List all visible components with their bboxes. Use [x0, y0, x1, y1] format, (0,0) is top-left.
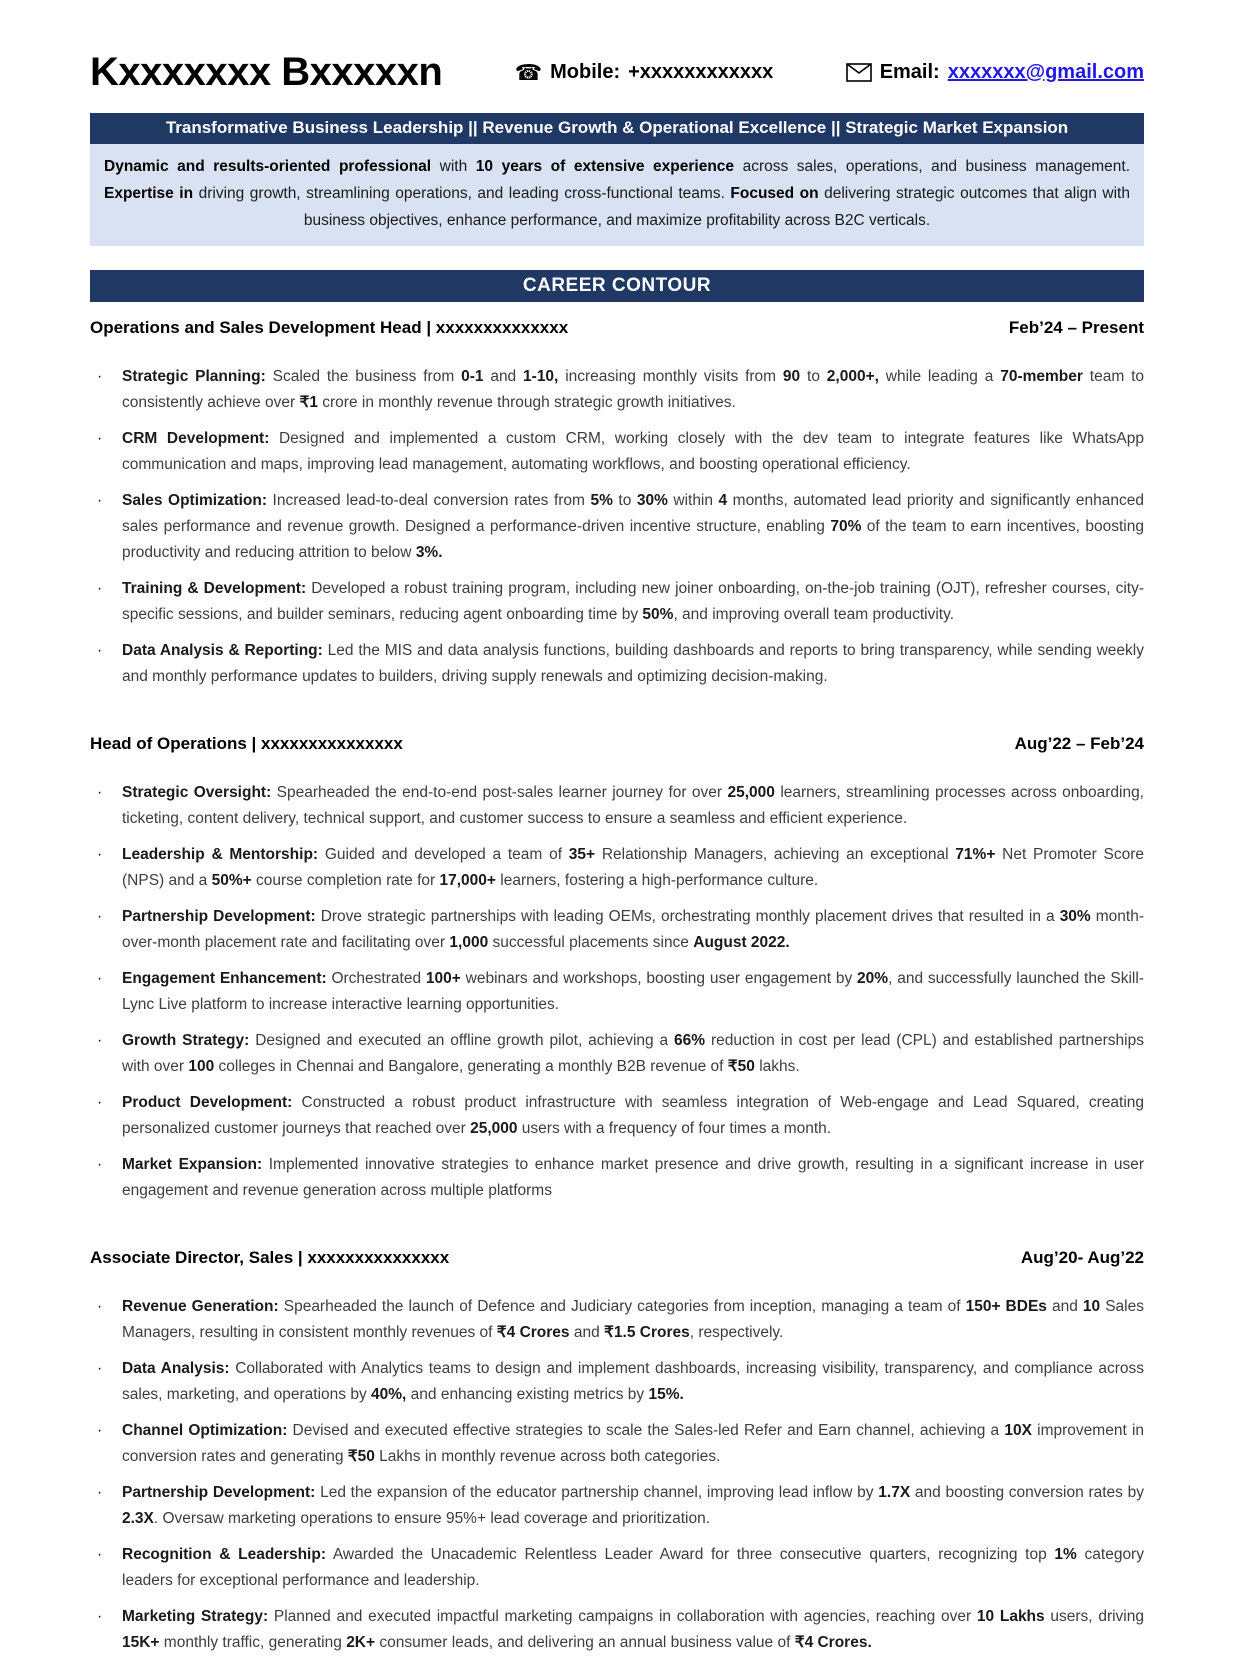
bullet-item: · CRM Development: Designed and implemented a custom CRM, working closely with the dev team to integrate features like WhatsApp communication and maps, improving lead management, automating workflows, and boosting operational efficiency.: [90, 426, 1144, 478]
email-label: Email:: [879, 61, 940, 83]
bullet-marker: ·: [97, 1093, 103, 1111]
job-section: [90, 734, 1144, 1204]
mobile-value: +xxxxxxxxxxxx: [628, 61, 774, 83]
tagline-banner: Transformative Business Leadership || Revenue Growth & Operational Excellence || Strategic Market Expansion: [90, 113, 1144, 144]
resume-header: [90, 50, 1144, 95]
bullet-marker: ·: [97, 367, 103, 385]
job-dates: Aug’20- Aug’22: [1020, 1247, 1144, 1267]
bullet-item: · Marketing Strategy: Planned and executed impactful marketing campaigns in collaboration with agencies, reaching over 10 Lakhs users, driving 15K+ monthly traffic, generating 2K+ consumer leads, and delivering an annual business value of ₹4 Crores.: [90, 1604, 1144, 1656]
person-name: Kxxxxxxx Bxxxxxn: [90, 50, 443, 94]
bullet-marker: ·: [97, 969, 103, 987]
career-contour-banner: CAREER CONTOUR: [90, 270, 1144, 302]
job-header: [90, 734, 1144, 754]
phone-icon: ☎: [514, 59, 543, 85]
bullet-marker: ·: [97, 491, 103, 509]
jobs: [90, 318, 1144, 1656]
bullet-marker: ·: [97, 1607, 103, 1625]
bullet-marker: ·: [97, 1155, 103, 1173]
bullet-item: · Channel Optimization: Devised and executed effective strategies to scale the Sales-led Refer and Earn channel, achieving a 10X improvement in conversion rates and generating ₹50 Lakhs in monthly revenue across both categories.: [90, 1418, 1144, 1470]
bullet-marker: ·: [97, 1359, 103, 1377]
job-title: Associate Director, Sales | xxxxxxxxxxxxxxx: [90, 1247, 450, 1267]
job-header: [90, 1248, 1144, 1268]
bullet-marker: ·: [97, 1297, 103, 1315]
job-dates: Aug’22 – Feb’24: [1014, 733, 1144, 753]
bullet-marker: ·: [97, 845, 103, 863]
mobile-label: Mobile:: [550, 61, 621, 83]
bullet-marker: ·: [97, 1545, 103, 1563]
job-title: Head of Operations | xxxxxxxxxxxxxxx: [90, 733, 403, 753]
bullet-marker: ·: [97, 641, 103, 659]
bullet-marker: ·: [97, 783, 103, 801]
bullet-marker: ·: [97, 429, 103, 447]
bullet-item: · Training & Development: Developed a robust training program, including new joiner onboarding, on-the-job training (OJT), refresher courses, city-specific sessions, and builder seminars, reducing agent onboarding time by 50%, and improving overall team productivity.: [90, 576, 1144, 628]
bullet-item: · Revenue Generation: Spearheaded the launch of Defence and Judiciary categories from inception, managing a team of 150+ BDEs and 10 Sales Managers, resulting in consistent monthly revenues of ₹4 Crores and ₹1.5 Crores, respectively.: [90, 1294, 1144, 1346]
bullet-marker: ·: [97, 907, 103, 925]
job-section: [90, 318, 1144, 690]
bullet-item: · Engagement Enhancement: Orchestrated 100+ webinars and workshops, boosting user engagement by 20%, and successfully launched the Skill-Lync Live platform to increase interactive learning opportunities.: [90, 966, 1144, 1018]
bullet-marker: ·: [97, 579, 103, 597]
bullet-item: · Partnership Development: Led the expansion of the educator partnership channel, improving lead inflow by 1.7X and boosting conversion rates by 2.3X. Oversaw marketing operations to ensure 95%+ lead coverage and prioritization.: [90, 1480, 1144, 1532]
bullet-marker: ·: [97, 1421, 103, 1439]
bullet-item: · Recognition & Leadership: Awarded the Unacademic Relentless Leader Award for three consecutive quarters, recognizing top 1% category leaders for exceptional performance and leadership.: [90, 1542, 1144, 1594]
job-header: [90, 318, 1144, 338]
bullet-item: · Partnership Development: Drove strategic partnerships with leading OEMs, orchestrating monthly placement drives that resulted in a 30% month-over-month placement rate and facilitating over 1,000 successful placements since August 2022.: [90, 904, 1144, 956]
bullet-item: · Strategic Oversight: Spearheaded the end-to-end post-sales learner journey for over 25,000 learners, streamlining processes across onboarding, ticketing, content delivery, technical support, and customer success to ensure a seamless and efficient experience.: [90, 780, 1144, 832]
bullet-item: · Growth Strategy: Designed and executed an offline growth pilot, achieving a 66% reduction in cost per lead (CPL) and established partnerships with over 100 colleges in Chennai and Bangalore, generating a monthly B2B revenue of ₹50 lakhs.: [90, 1028, 1144, 1080]
email-link[interactable]: xxxxxxx@gmail.com: [947, 61, 1144, 83]
job-title: Operations and Sales Development Head | xxxxxxxxxxxxxx: [90, 317, 569, 337]
email-contact: [846, 61, 1144, 84]
bullet-item: · Strategic Planning: Scaled the business from 0-1 and 1-10, increasing monthly visits from 90 to 2,000+, while leading a 70-member team to consistently achieve over ₹1 crore in monthly revenue through strategic growth initiatives.: [90, 364, 1144, 416]
envelope-icon: [846, 63, 872, 82]
bullet-item: · Market Expansion: Implemented innovative strategies to enhance market presence and drive growth, resulting in a significant increase in user engagement and revenue generation across multiple platforms: [90, 1152, 1144, 1204]
bullet-item: · Product Development: Constructed a robust product infrastructure with seamless integration of Web-engage and Lead Squared, creating personalized customer journeys that reached over 25,000 users with a frequency of four times a month.: [90, 1090, 1144, 1142]
summary-text: Dynamic and results-oriented professional with 10 years of extensive experience across sales, operations, and business management. Expertise in driving growth, streamlining operations, and leading cross-functional teams. Focused on delivering strategic outcomes that align with business objectives, enhance performance, and maximize profitability across B2C verticals.: [90, 144, 1144, 246]
bullet-item: · Data Analysis & Reporting: Led the MIS and data analysis functions, building dashboards and reports to bring transparency, while sending weekly and monthly performance updates to builders, driving supply renewals and optimizing decision-making.: [90, 638, 1144, 690]
bullet-item: · Leadership & Mentorship: Guided and developed a team of 35+ Relationship Managers, achieving an exceptional 71%+ Net Promoter Score (NPS) and a 50%+ course completion rate for 17,000+ learners, fostering a high-performance culture.: [90, 842, 1144, 894]
bullet-marker: ·: [97, 1031, 103, 1049]
job-section: [90, 1248, 1144, 1656]
job-dates: Feb’24 – Present: [1008, 317, 1144, 337]
mobile-contact: [515, 61, 774, 84]
bullet-item: · Sales Optimization: Increased lead-to-deal conversion rates from 5% to 30% within 4 months, automated lead priority and significantly enhanced sales performance and revenue growth. Designed a performance-driven incentive structure, enabling 70% of the team to earn incentives, boosting productivity and reducing attrition to below 3%.: [90, 488, 1144, 566]
bullet-marker: ·: [97, 1483, 103, 1501]
bullet-item: · Data Analysis: Collaborated with Analytics teams to design and implement dashboards, increasing visibility, transparency, and compliance across sales, marketing, and operations by 40%, and enhancing existing metrics by 15%.: [90, 1356, 1144, 1408]
